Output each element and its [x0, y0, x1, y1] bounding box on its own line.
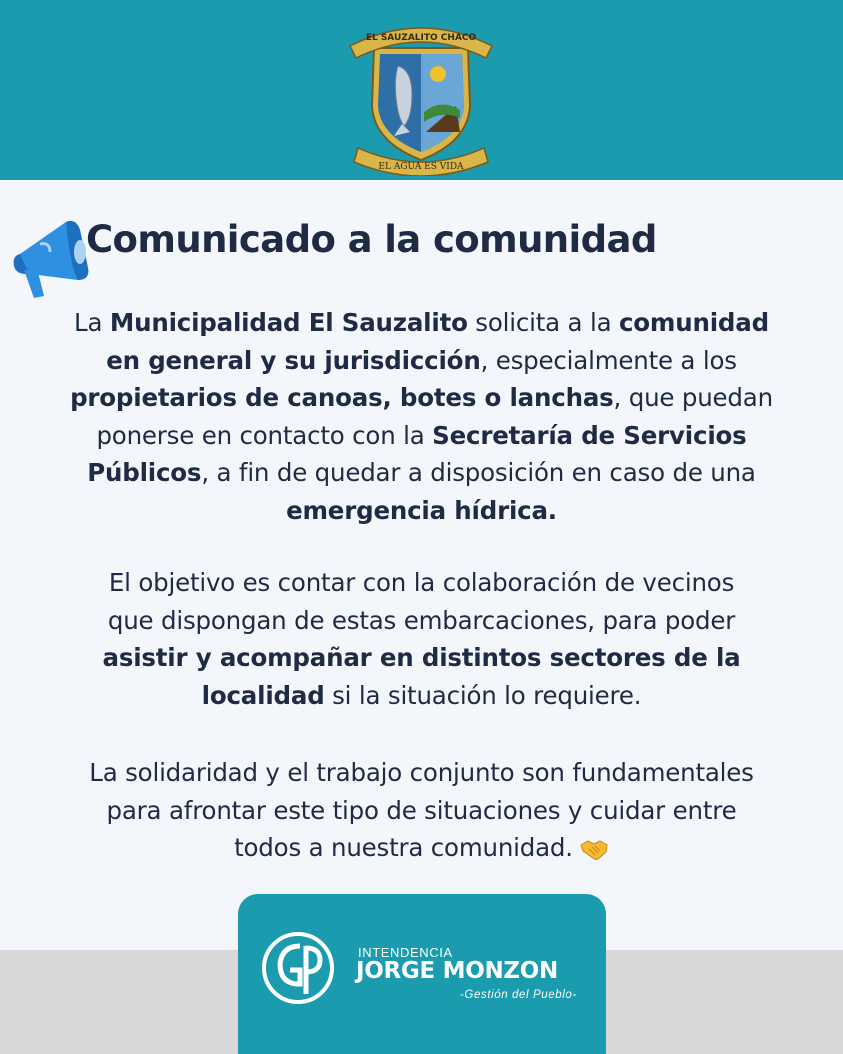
crest-bottom-text: EL AGUA ES VIDA — [378, 162, 464, 172]
footer-name: JORGE MONZON — [356, 958, 558, 984]
crest-logo — [346, 14, 496, 176]
paragraph-solidarity: La solidaridad y el trabajo conjunto son fundamentales para afrontar este tipo de situaciones y cuidar entre todos a nuestra comunidad. — [89, 758, 754, 862]
footer-card — [238, 894, 606, 1054]
footer-subtitle: -Gestión del Pueblo- — [460, 989, 577, 1001]
header-band — [0, 0, 843, 180]
footer-small-label: INTENDENCIA — [358, 945, 453, 960]
paragraph-objective: El objetivo es contar con la colaboración de vecinos que dispongan de estas embarcaciones, para poder asistir y acompañar en distintos sectores de la localidad si la situación lo requiere. — [102, 568, 741, 710]
page-title: Comunicado a la comunidad — [86, 218, 657, 261]
gp-logo-icon — [260, 930, 336, 1006]
crest-top-text: EL SAUZALITO CHACO — [365, 33, 477, 43]
paragraph-request: La Municipalidad El Sauzalito solicita a la comunidad en general y su jurisdicción, especialmente a los propietarios de canoas, botes o lanchas, que puedan ponerse en contacto con la Secretaría de Servicios Públicos, a fin de quedar a disposición en caso de una emergencia hídrica. — [70, 308, 773, 525]
megaphone-icon — [6, 208, 98, 300]
handshake-icon — [579, 835, 609, 861]
title-row — [0, 208, 843, 298]
